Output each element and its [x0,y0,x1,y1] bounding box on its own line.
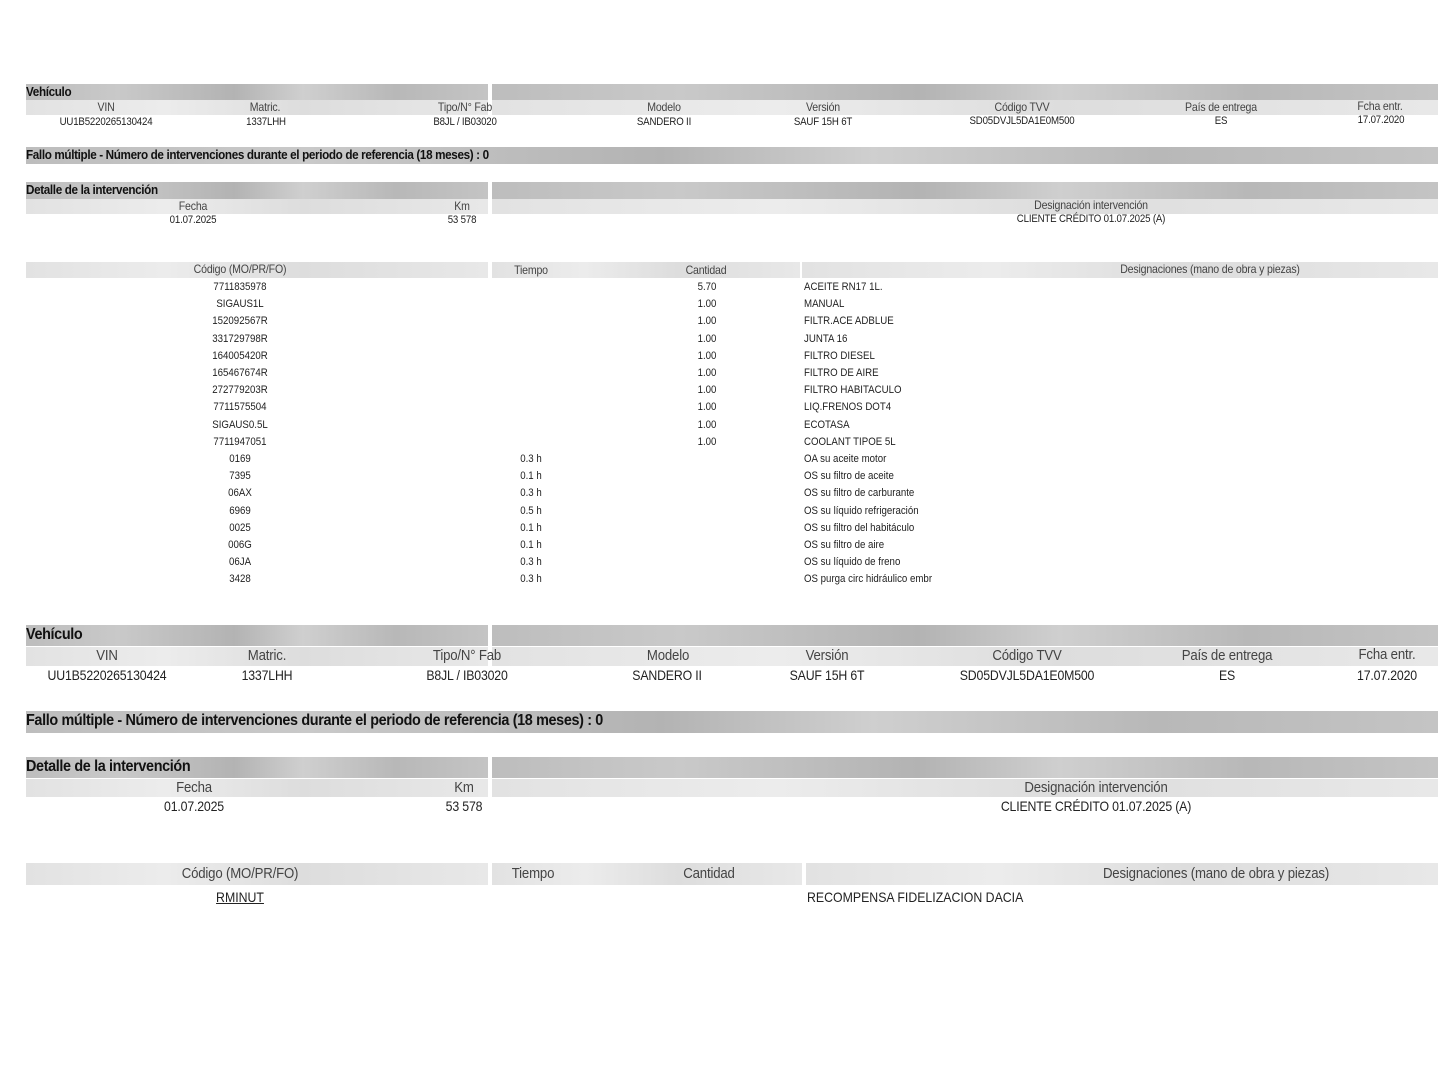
version-value: SAUF 15H 6T [793,116,853,128]
modelo-label: Modelo [646,647,690,664]
item-code: SIGAUS1L [216,298,264,310]
km-value: 53 578 [445,798,483,814]
item-code: 165467674R [212,367,268,379]
codigo-tvv-label: Código TVV [992,647,1062,664]
item-code: 164005420R [212,350,268,362]
pais-entrega-value: ES [1214,115,1228,127]
item-code: 6969 [229,505,251,517]
item-description: RECOMPENSA FIDELIZACION DACIA [807,889,1024,905]
item-description: JUNTA 16 [804,333,848,345]
item-description: ECOTASA [804,419,850,431]
designaciones-header: Designaciones (mano de obra y piezas) [1102,865,1330,882]
matric-label: Matric. [249,100,281,114]
detalle-title: Detalle de la intervención [26,758,191,775]
designacion-value: CLIENTE CRÉDITO 01.07.2025 (A) [1000,798,1192,814]
item-qty: 1.00 [697,315,717,327]
tiempo-header: Tiempo [514,263,548,277]
item-code: 152092567R [212,315,268,327]
km-label: Km [454,779,474,796]
tipo-label: Tipo/N° Fab [437,100,493,114]
item-time: 0.3 h [520,453,542,465]
item-code: 06JA [228,556,252,568]
matric-value: 1337LHH [241,667,293,683]
item-time: 0.1 h [520,470,542,482]
pais-entrega-value: ES [1218,667,1236,683]
item-code: 7711575504 [213,401,267,413]
item-description: OS su filtro del habitáculo [804,522,915,534]
cantidad-header: Cantidad [685,263,727,277]
fallo-multiple-text: Fallo múltiple - Número de intervenciones durante el periodo de referencia (18 meses) : 0 [26,712,603,729]
item-code: 7711835978 [213,281,267,293]
item-qty: 1.00 [697,367,717,379]
item-description: FILTRO DE AIRE [804,367,879,379]
item-qty: 1.00 [697,298,717,310]
item-qty: 1.00 [697,350,717,362]
fallo-multiple-text: Fallo múltiple - Número de intervenciones durante el periodo de referencia (18 meses) : 0 [26,147,489,162]
item-time: 0.3 h [520,573,542,585]
tipo-value: B8JL / IB03020 [426,667,508,683]
km-value: 53 578 [447,214,477,226]
item-description: OS su filtro de aceite [804,470,894,482]
vehicle-title: Vehículo [26,84,72,99]
item-qty: 1.00 [697,419,717,431]
item-time: 0.1 h [520,539,542,551]
fecha-entrega-value: 17.07.2020 [1357,667,1417,683]
pais-entrega-label: País de entrega [1181,647,1273,664]
item-description: COOLANT TIPOE 5L [804,436,896,448]
codigo-header: Código (MO/PR/FO) [193,262,287,276]
item-code: SIGAUS0.5L [212,419,268,431]
item-time: 0.5 h [520,505,542,517]
fecha-entrega-value: 17.07.2020 [1357,114,1405,126]
designacion-value: CLIENTE CRÉDITO 01.07.2025 (A) [1016,213,1166,225]
item-qty: 1.00 [697,384,717,396]
item-code: 006G [228,539,252,551]
item-code: 7711947051 [213,436,267,448]
version-label: Versión [805,100,841,114]
codigo-tvv-label: Código TVV [994,100,1050,114]
item-code: 3428 [229,573,251,585]
modelo-value: SANDERO II [636,116,692,128]
codigo-tvv-value: SD05DVJL5DA1E0M500 [969,115,1075,127]
item-qty: 1.00 [697,333,717,345]
matric-value: 1337LHH [246,116,286,128]
item-code: 06AX [228,487,252,499]
version-value: SAUF 15H 6T [789,667,865,683]
item-code: 0025 [229,522,251,534]
item-time: 0.3 h [520,556,542,568]
vehicle-title: Vehículo [26,626,83,643]
item-description: OS su filtro de carburante [804,487,915,499]
designaciones-header: Designaciones (mano de obra y piezas) [1120,262,1300,276]
fecha-label: Fecha [176,779,212,796]
tipo-label: Tipo/N° Fab [432,647,502,664]
vin-value: UU1B5220265130424 [47,667,167,683]
item-description: FILTR.ACE ADBLUE [804,315,894,327]
codigo-header: Código (MO/PR/FO) [181,865,299,882]
item-code-link[interactable]: RMINUT [216,889,264,905]
item-qty: 5.70 [697,281,717,293]
item-description: OS purga circ hidráulico embr [804,573,933,585]
item-code: 7395 [229,470,251,482]
item-description: FILTRO HABITACULO [804,384,902,396]
designacion-label: Designación intervención [1034,198,1148,212]
fecha-entrega-label: Fcha entr. [1358,646,1416,663]
designacion-label: Designación intervención [1024,779,1168,796]
item-description: FILTRO DIESEL [804,350,875,362]
detalle-title: Detalle de la intervención [26,182,158,197]
item-qty: 1.00 [697,436,717,448]
codigo-tvv-value: SD05DVJL5DA1E0M500 [959,667,1095,683]
version-label: Versión [805,647,849,664]
item-description: LIQ.FRENOS DOT4 [804,401,892,413]
item-time: 0.1 h [520,522,542,534]
item-description: OS su líquido de freno [804,556,901,568]
cantidad-header: Cantidad [683,865,735,882]
item-code: 272779203R [212,384,268,396]
item-qty: 1.00 [697,401,717,413]
fecha-entrega-label: Fcha entr. [1357,99,1403,113]
modelo-label: Modelo [647,100,681,114]
vin-label: VIN [97,100,115,114]
modelo-value: SANDERO II [632,667,702,683]
item-time: 0.3 h [520,487,542,499]
tipo-value: B8JL / IB03020 [433,116,497,128]
item-description: ACEITE RN17 1L. [804,281,883,293]
fecha-label: Fecha [178,199,208,213]
item-description: MANUAL [804,298,845,310]
item-code: 0169 [229,453,251,465]
km-label: Km [454,199,470,213]
pais-entrega-label: País de entrega [1185,100,1257,114]
matric-label: Matric. [247,647,287,664]
item-description: OA su aceite motor [804,453,887,465]
vin-label: VIN [96,647,118,664]
item-code: 331729798R [212,333,268,345]
fecha-value: 01.07.2025 [169,214,217,226]
item-description: OS su líquido refrigeración [804,505,919,517]
tiempo-header: Tiempo [511,865,555,882]
vin-value: UU1B5220265130424 [59,116,153,128]
fecha-value: 01.07.2025 [164,798,224,814]
item-description: OS su filtro de aire [804,539,885,551]
